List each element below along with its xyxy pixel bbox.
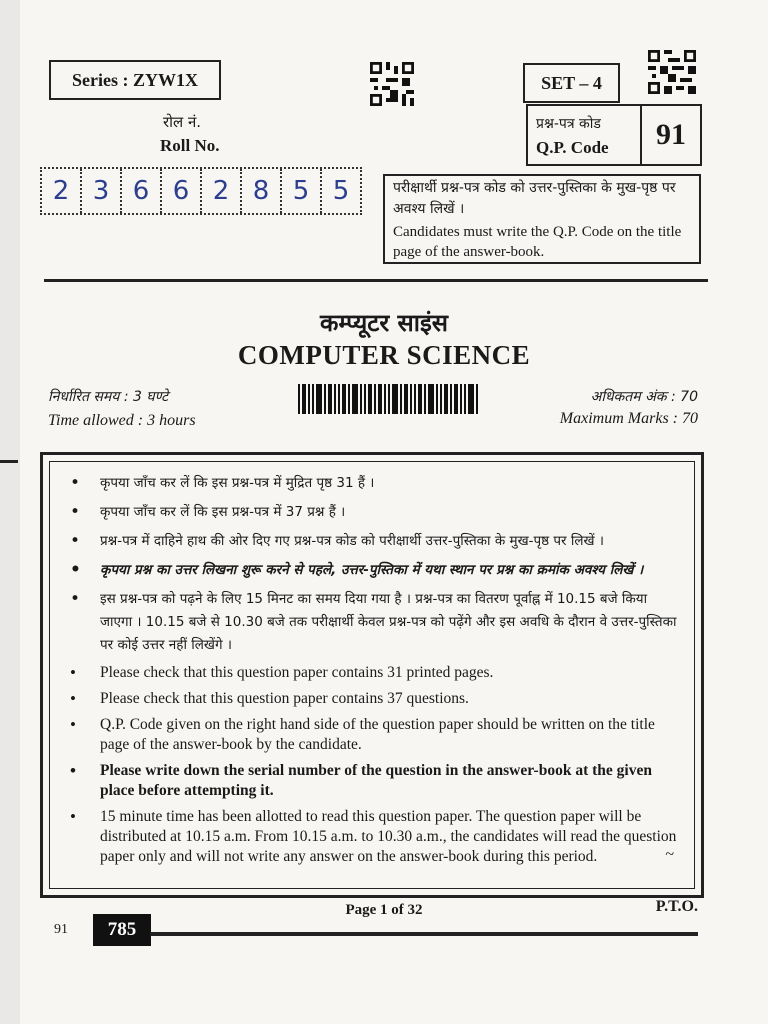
instructions-list	[50, 462, 694, 867]
qp-code-value: 91	[640, 106, 700, 164]
instruction-item: • Please write down the serial number of the question in the answer-book at the given place before attempting it.	[64, 761, 680, 801]
roll-digit: 2	[202, 169, 242, 213]
roll-label: Roll No.	[160, 136, 220, 155]
instruction-item: • कृपया जाँच कर लें कि इस प्रश्न-पत्र में मुद्रित पृष्ठ 31 हैं ।	[64, 472, 680, 495]
qp-code-label-hindi: प्रश्न-पत्र कोड	[536, 116, 601, 132]
divider	[150, 932, 698, 936]
instruction-item: • कृपया प्रश्न का उत्तर लिखना शुरू करने से पहले, उत्तर-पुस्तिका में यथा स्थान पर प्रश्न का क्रमांक अवश्य लिखें ।	[64, 559, 680, 582]
subject-title-hindi: कम्प्यूटर साइंस	[320, 309, 448, 337]
roll-label-hindi: रोल नं.	[163, 113, 202, 131]
subject-title: COMPUTER SCIENCE	[237, 340, 531, 370]
qr-code-icon	[648, 50, 696, 94]
time-allowed: Time allowed : 3 hours	[48, 412, 196, 429]
pto-label: P.T.O.	[655, 898, 698, 915]
maximum-marks-hindi: अधिकतम अंक : 70	[590, 389, 698, 405]
qp-code-note-box	[383, 174, 701, 264]
roll-digit: 6	[162, 169, 202, 213]
time-allowed-hindi: निर्धारित समय : 3 घण्टे	[48, 389, 169, 405]
qp-code-label: Q.P. Code	[536, 138, 609, 157]
roll-digit: 5	[282, 169, 322, 213]
instruction-item: • Please check that this question paper contains 31 printed pages.	[64, 663, 680, 683]
divider	[44, 279, 708, 282]
qr-code-icon	[370, 62, 414, 106]
roll-digit: 3	[82, 169, 122, 213]
series-box: Series : ZYW1X	[49, 60, 221, 100]
qp-code-note: Candidates must write the Q.P. Code on the title page of the answer-book.	[393, 224, 682, 260]
paper-code-small: 91	[54, 922, 68, 937]
roll-digit: 6	[122, 169, 162, 213]
instruction-item: • Q.P. Code given on the right hand side of the question paper should be written on the title page of the answer-book by the candidate.	[64, 715, 680, 755]
roll-digit: 8	[242, 169, 282, 213]
roll-number-boxes	[40, 167, 362, 215]
barcode-icon	[298, 384, 478, 414]
margin-mark	[0, 460, 18, 463]
qp-code-box	[526, 104, 702, 166]
page-number: Page 1 of 32	[345, 902, 423, 918]
instruction-item: • इस प्रश्न-पत्र को पढ़ने के लिए 15 मिनट का समय दिया गया है । प्रश्न-पत्र का वितरण पूर्वाह्न में 10.15 बजे किया जाएगा । 10.15 बजे से 10.30 बजे तक परीक्षार्थी केवल प्रश्न-पत्र को पढ़ेंगे और इस अवधि के दौरान वे उत्तर-पुस्तिका पर कोई उत्तर नहीं लिखेंगे ।	[64, 588, 680, 657]
maximum-marks: Maximum Marks : 70	[559, 410, 698, 427]
instruction-item: • Please check that this question paper contains 37 questions.	[64, 689, 680, 709]
roll-digit: 5	[332, 176, 350, 206]
paper-code-badge: 785	[93, 914, 151, 946]
set-box: SET – 4	[523, 63, 620, 103]
continuation-mark: ~	[665, 846, 674, 863]
instruction-item: • 15 minute time has been allotted to read this question paper. The question paper will be distributed at 10.15 a.m. From 10.15 a.m. to 10.30 a.m., the candidates will read the question paper only and will not write any answer on the answer-book during this period.	[64, 807, 680, 867]
instruction-item: • कृपया जाँच कर लें कि इस प्रश्न-पत्र में 37 प्रश्न हैं ।	[64, 501, 680, 524]
instruction-item: • प्रश्न-पत्र में दाहिने हाथ की ओर दिए गए प्रश्न-पत्र कोड को परीक्षार्थी उत्तर-पुस्तिका के मुख-पृष्ठ पर लिखें ।	[64, 530, 680, 553]
roll-digit: 2	[42, 169, 82, 213]
qp-code-note-hindi: परीक्षार्थी प्रश्न-पत्र कोड को उत्तर-पुस्तिका के मुख-पृष्ठ पर अवश्य लिखें ।	[393, 180, 676, 217]
instructions-box	[40, 452, 704, 898]
